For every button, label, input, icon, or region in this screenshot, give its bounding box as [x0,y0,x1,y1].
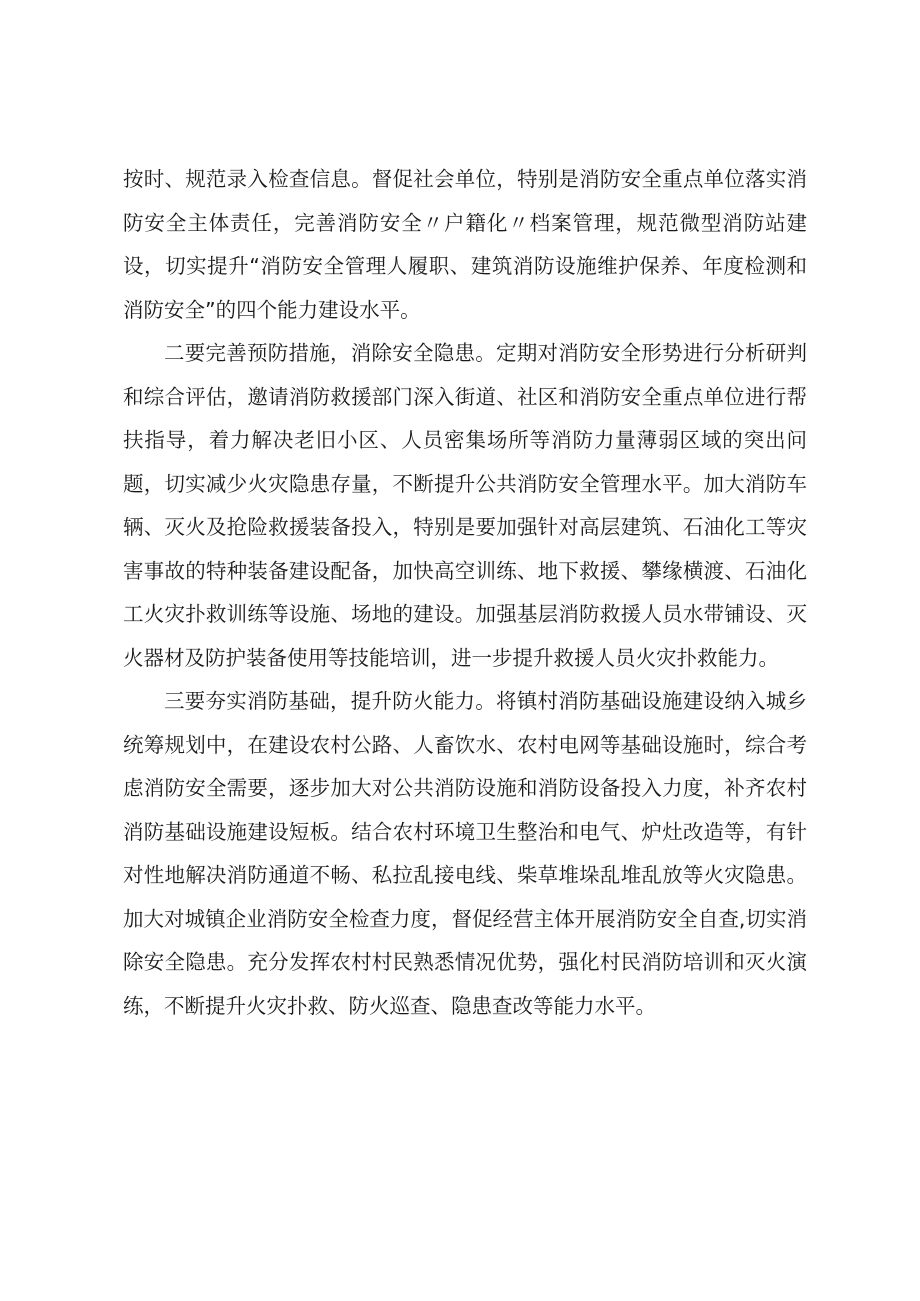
document-body [123,158,807,1028]
paragraph-fire-foundation: 三要夯实消防基础，提升防火能力。将镇村消防基础设施建设纳入城乡统筹规划中，在建设农村公路、人畜饮水、农村电网等基础设施时，综合考虑消防安全需要，逐步加大对公共消防设施和消防设备投入力度，补齐农村消防基础设施建设短板。结合农村环境卫生整治和电气、炉灶改造等，有针对性地解决消防通道不畅、私拉乱接电线、柴草堆垛乱堆乱放等火灾隐患。加大对城镇企业消防安全检查力度，督促经营主体开展消防安全自查,切实消除安全隐患。充分发挥农村村民熟悉情况优势，强化村民消防培训和灭火演练，不断提升火灾扑救、防火巡查、隐患查改等能力水平。 [123,689,807,1018]
paragraph-continuation: 按时、规范录入检查信息。督促社会单位，特别是消防安全重点单位落实消防安全主体责任，完善消防安全〃户籍化〃档案管理，规范微型消防站建设，切实提升“消防安全管理人履职、建筑消防设施维护保养、年度检测和消防安全”的四个能力建设水平。 [123,167,807,322]
paragraph-prevention-measures: 二要完善预防措施，消除安全隐患。定期对消防安全形势进行分析研判和综合评估，邀请消防救援部门深入街道、社区和消防安全重点单位进行帮扶指导，着力解决老旧小区、人员密集场所等消防力量薄弱区域的突出问题，切实减少火灾隐患存量，不断提升公共消防安全管理水平。加大消防车辆、灭火及抢险救援装备投入，特别是要加强针对高层建筑、石油化工等灾害事故的特种装备建设配备，加快高空训练、地下救援、攀缘横渡、石油化工火灾扑救训练等设施、场地的建设。加强基层消防救援人员水带铺设、灭火器材及防护装备使用等技能培训，进一步提升救援人员火灾扑救能力。 [123,341,807,670]
